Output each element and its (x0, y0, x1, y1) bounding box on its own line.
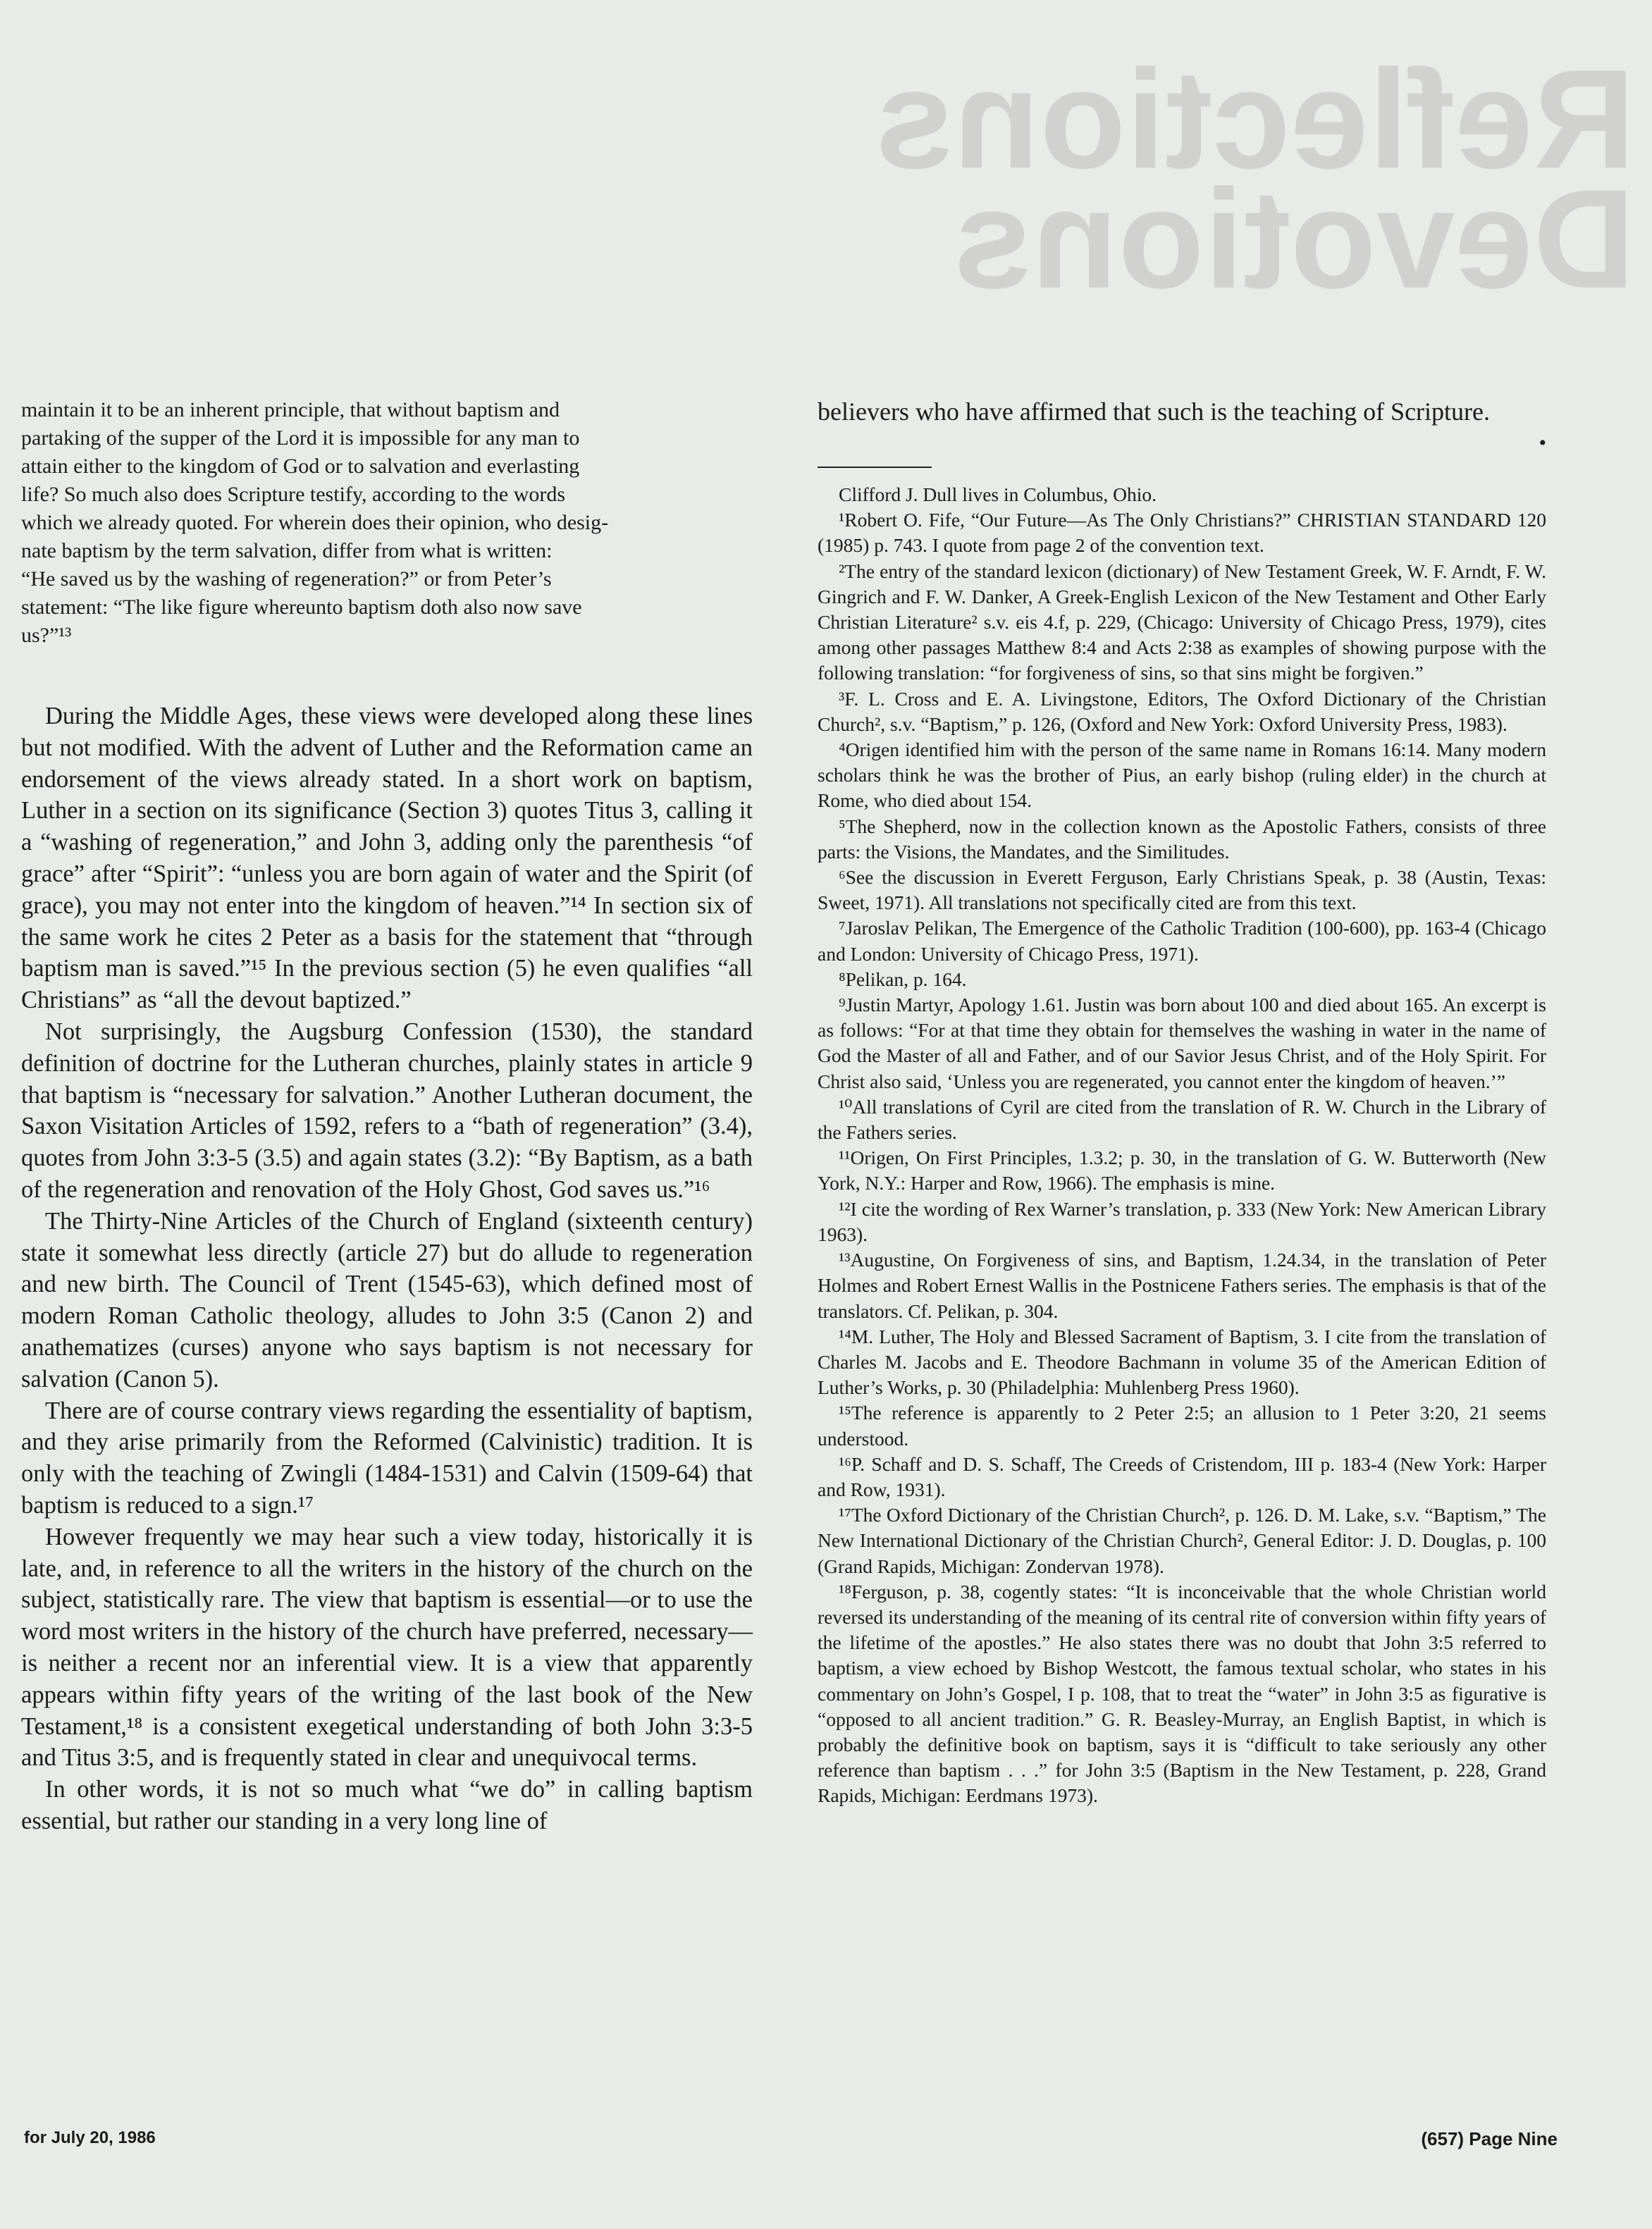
footnote: ¹Robert O. Fife, “Our Future—As The Only Christians?” CHRISTIAN STANDARD 120 (1985) p. 743. I quote from page 2 of the convention text. (818, 509, 1546, 557)
footnote: ¹⁴M. Luther, The Holy and Blessed Sacrament of Baptism, 3. I cite from the translation of Charles M. Jacobs and E. Theodore Bachmann in volume 35 of the American Edition of Luther’s Works, p. 30 (Philadelphia: Muhlenberg Press 1960). (818, 1325, 1546, 1399)
body-paragraph: However frequently we may hear such a view today, historically it is late, and, in reference to all the writers in the history of the church on the subject, statistically rare. The view that baptism is essential—or to use the word most writers in the history of the church have preferred, necessary—is neither a recent nor an inferential view. It is a view that apparently appears within fifty years of the writing of the last book of the New Testament,¹⁸ is a consistent exegetical understanding of both John 3:3-5 and Titus 3:5, and is frequently stated in clear and unequivocal terms. (21, 1523, 753, 1772)
footnote: ¹⁸Ferguson, p. 38, cogently states: “It is inconceivable that the whole Christian world reversed its understanding of the meaning of its central rite of conversion within fifty years of the lifetime of the apostles.” He also states there was no doubt that John 3:5 referred to baptism, a view echoed by Bishop Westcott, the famous textual scholar, who states in his commentary on John’s Gospel, I p. 108, that to treat the “water” in John 3:5 as figurative is “opposed to all ancient tradition.” G. R. Beasley-Murray, an English Baptist, in which is probably the definitive book on baptism, says it is “difficult to take seriously any other reference than baptism . . .” for John 3:5 (Baptism in the New Testament, p. 228, Grand Rapids, Michigan: Eerdmans 1973). (818, 1580, 1546, 1807)
footnote: ¹⁵The reference is apparently to 2 Peter 2:5; an allusion to 1 Peter 3:20, 21 seems understood. (818, 1402, 1546, 1450)
footnote: ¹⁰All translations of Cyril are cited from the translation of R. W. Church in the Library of the Fathers series. (818, 1095, 1546, 1144)
masthead-line-1: Reflections (875, 49, 1635, 198)
footnote: ²The entry of the standard lexicon (dictionary) of New Testament Greek, W. F. Arndt, F. W. Gingrich and F. W. Danker, A Greek-English Lexicon of the New Testament and Other Early Christian Literature² s.v. eis 4.f, p. 229, (Chicago: University of Chicago Press, 1979), cites among other passages Matthew 8:4 and Acts 2:38 as examples of showing purpose with the following translation: “for forgiveness of sins, so that sins might be forgiven.” (818, 560, 1546, 684)
masthead-line-2: Devotions (954, 161, 1635, 303)
footnote-rule (818, 467, 932, 468)
footnote: ¹⁷The Oxford Dictionary of the Christian Church², p. 126. D. M. Lake, s.v. “Baptism,” The New International Dictionary of the Christian Church², General Editor: J. D. Douglas, p. 100 (Grand Rapids, Michigan: Zondervan 1978). (818, 1504, 1546, 1577)
footnote: ¹²I cite the wording of Rex Warner’s translation, p. 333 (New York: New American Library 1963). (818, 1197, 1546, 1245)
quote-line: life? So much also does Scripture testify, according to the words (21, 483, 566, 506)
footnote: ⁴Origen identified him with the person of the same name in Romans 16:14. Many modern scholars think he was the brother of Pius, an early bishop (ruling elder) in the church at Rome, who died about 154. (818, 739, 1546, 812)
footnote: ¹¹Origen, On First Principles, 1.3.2; p. 30, in the translation of G. W. Butterworth (New York, N.Y.: Harper and Row, 1966). The emphasis is mine. (818, 1147, 1546, 1194)
body-paragraph: During the Middle Ages, these views were developed along these lines but not modified. With the advent of Luther and the Reformation came an endorsement of the views already stated. In a short work on baptism, Luther in a section on its significance (Section 3) quotes Titus 3, calling it a “washing of regeneration,” and John 3, adding only the parenthesis “of grace” after “Spirit”: “unless you are born again of water and the Spirit (of grace), you may not enter into the kingdom of heaven.”¹⁴ In section six of the same work he cites 2 Peter as a basis for the statement that “through baptism man is saved.”¹⁵ In the previous section (5) he even qualifies “all Christians” as “all the devout baptized.” (21, 703, 753, 1014)
left-column (21, 396, 753, 1837)
quote-line: nate baptism by the term salvation, differ from what is written: (21, 539, 553, 562)
footnote: ⁷Jaroslav Pelikan, The Emergence of the Catholic Tradition (100-600), pp. 163-4 (Chicago and London: University of Chicago Press, 1971). (818, 917, 1546, 965)
article-ending (818, 396, 1546, 455)
footnote: ⁸Pelikan, p. 164. (839, 968, 967, 990)
body-paragraph: There are of course contrary views regarding the essentiality of baptism, and they arise primarily from the Reformed (Calvinistic) tradition. It is only with the teaching of Zwingli (1484-1531) and Calvin (1509-64) that baptism is reduced to a sign.¹⁷ (21, 1397, 753, 1519)
quote-line: maintain it to be an inherent principle, that without baptism and (21, 398, 560, 421)
footnote: ⁶See the discussion in Everett Ferguson, Early Christians Speak, p. 38 (Austin, Texas: Sweet, 1971). All translations not specifically cited are from this text. (818, 866, 1546, 914)
body-paragraph: Not surprisingly, the Augsburg Confession (1530), the standard definition of doctrine for the Lutheran churches, plainly states in article 9 that baptism is “necessary for salvation.” Another Lutheran document, the Saxon Visitation Articles of 1592, refers to a “bath of regeneration” (3.4), quotes from John 3:3-5 (3.5) and again states (3.2): “By Baptism, as a bath of the regeneration and renovation of the Holy Ghost, God saves us.”¹⁶ (21, 1018, 753, 1203)
page-number: (657) Page Nine (1421, 2128, 1558, 2149)
article-body (21, 700, 753, 1837)
quote-line: statement: “The like figure whereunto baptism doth also now save (21, 595, 582, 619)
quote-line: us?”¹³ (21, 624, 72, 647)
quote-line: which we already quoted. For wherein does their opinion, who desig- (21, 511, 609, 534)
footnote: ⁵The Shepherd, now in the collection known as the Apostolic Fathers, consists of three parts: the Visions, the Mandates, and the Similitudes. (818, 815, 1546, 863)
right-column (818, 396, 1546, 1809)
footnote: ¹⁶P. Schaff and D. S. Schaff, The Creeds of Cristendom, III p. 183-4 (New York: Harper and Row, 1931). (818, 1452, 1546, 1500)
quote-line: attain either to the kingdom of God or to salvation and everlasting (21, 455, 580, 478)
end-mark: • (1539, 431, 1546, 455)
footnote: ³F. L. Cross and E. A. Livingstone, Editors, The Oxford Dictionary of the Christian Church², s.v. “Baptism,” p. 126, (Oxford and New York: Oxford University Press, 1983). (818, 687, 1546, 735)
body-paragraph: In other words, it is not so much what “we do” in calling baptism essential, but rather our standing in a very long line of (21, 1776, 753, 1834)
body-paragraph: The Thirty-Nine Articles of the Church of England (sixteenth century) state it somewhat less directly (article 27) but do allude to regeneration and new birth. The Council of Trent (1545-63), which defined most of modern Roman Catholic theology, alludes to John 3:5 (Canon 2) and anathematizes (curses) anyone who says baptism is not necessary for salvation (Canon 5). (21, 1207, 753, 1393)
quote-line: partaking of the supper of the Lord it is impossible for any man to (21, 426, 580, 450)
issue-date: for July 20, 1986 (24, 2128, 156, 2147)
show-through-masthead (352, 49, 1635, 303)
quote-line: “He saved us by the washing of regeneration?” or from Peter’s (21, 567, 552, 591)
footnotes (818, 482, 1546, 1809)
closing-sentence: believers who have affirmed that such is the teaching of Scripture. (818, 397, 1491, 426)
footnote: ¹³Augustine, On Forgiveness of sins, and Baptism, 1.24.34, in the translation of Peter Holmes and Robert Ernest Wallis in the Postnicene Fathers series. The emphasis is that of the translators. Cf. Pelikan, p. 304. (818, 1249, 1546, 1322)
block-quote (21, 396, 753, 650)
footnote: ⁹Justin Martyr, Apology 1.61. Justin was born about 100 and died about 165. An excerpt is as follows: “For at that time they obtain for themselves the washing in water in the name of God the Master of all and Father, and of our Savior Jesus Christ, and of the Holy Spirit. For Christ also said, ‘Unless you are regenerated, you cannot enter the kingdom of heaven.’” (818, 994, 1546, 1092)
author-note: Clifford J. Dull lives in Columbus, Ohio. (839, 483, 1157, 505)
